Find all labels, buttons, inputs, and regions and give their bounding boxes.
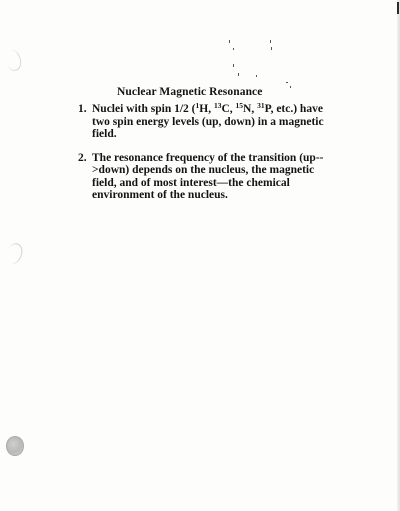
isotope-superscript: 31 bbox=[257, 101, 265, 110]
item-number: 2. bbox=[78, 151, 87, 164]
list-item bbox=[78, 152, 330, 202]
speck bbox=[256, 75, 257, 77]
speck bbox=[286, 82, 288, 83]
page-title: Nuclear Magnetic Resonance bbox=[117, 86, 263, 98]
speck bbox=[270, 40, 271, 43]
item-number: 1. bbox=[78, 103, 87, 115]
isotope-superscript: 1 bbox=[195, 101, 200, 110]
speck bbox=[229, 40, 230, 43]
speck bbox=[238, 73, 239, 76]
speck bbox=[271, 47, 272, 50]
isotope-superscript: 15 bbox=[235, 101, 244, 110]
list-item bbox=[78, 103, 330, 141]
points-list bbox=[78, 103, 330, 213]
isotope-superscript: 13 bbox=[213, 101, 222, 110]
item-text: Nuclei with spin 1/2 ($^1$H, $^{13}$C, $^{15}$N, $^{31}$P, etc.) have two spin energy levels (up, down) in a magnetic field. bbox=[92, 101, 324, 140]
speck bbox=[233, 48, 234, 50]
speck bbox=[290, 86, 291, 88]
item-text: The resonance frequency of the transition (up-->down) depends on the nucleus, the magnetic field, and of most interest—the chemical environment of the nucleus. bbox=[92, 151, 324, 201]
speck bbox=[233, 64, 234, 67]
